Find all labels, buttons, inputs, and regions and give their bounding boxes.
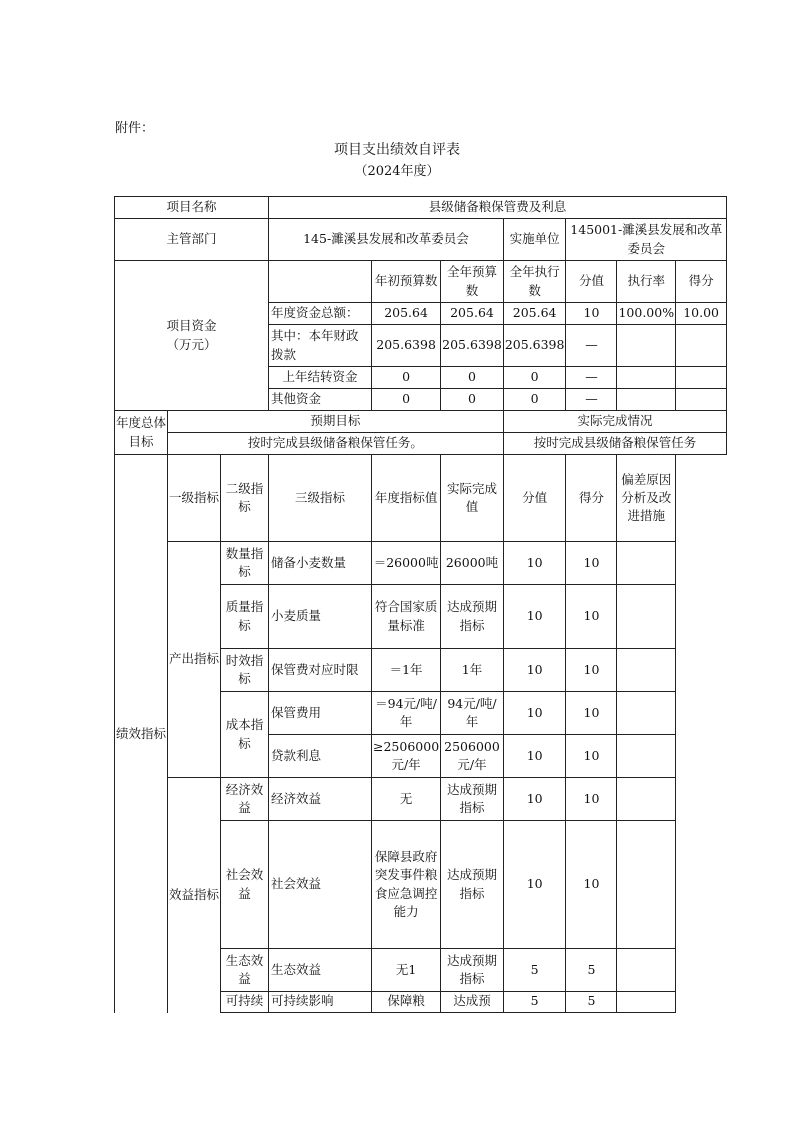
ecological-actual: 达成预期指标: [441, 949, 504, 992]
funds-cell: 10.00: [676, 303, 727, 325]
ecological-l2: 生态效益: [221, 949, 269, 992]
funds-row-label: 年度资金总额：: [269, 303, 372, 325]
header-target: 年度指标值: [372, 455, 441, 542]
quantity-actual: 26000吨: [441, 542, 504, 585]
timeliness-l2: 时效指标: [221, 649, 269, 692]
funds-cell: 205.64: [372, 303, 441, 325]
project-name-label: 项目名称: [115, 197, 269, 219]
funds-cell: [676, 389, 727, 411]
header-deviation: 偏差原因分析及改进措施: [617, 455, 676, 542]
impl-value: 145001-濉溪县发展和改革委员会: [566, 219, 727, 261]
funds-header-full: 全年预算数: [441, 261, 504, 303]
cost2-actual: 2506000元/年: [441, 735, 504, 778]
funds-cell: 0: [441, 367, 504, 389]
goals-label: 年度总体目标: [115, 411, 168, 455]
funds-header-rate: 执行率: [617, 261, 676, 303]
cost1-score: 10: [566, 692, 617, 735]
funds-header-initial: 年初预算数: [372, 261, 441, 303]
quality-deviation: [617, 585, 676, 649]
sustainable-l3: 可持续影响: [269, 992, 372, 1013]
funds-cell: [676, 367, 727, 389]
quality-l3: 小麦质量: [269, 585, 372, 649]
project-name: 县级储备粮保管费及利息: [269, 197, 727, 219]
economic-deviation: [617, 778, 676, 821]
cost-l2: 成本指标: [221, 692, 269, 778]
ecological-l3: 生态效益: [269, 949, 372, 992]
funds-cell: 205.64: [503, 303, 566, 325]
funds-header-blank: [269, 261, 372, 303]
dept-label: 主管部门: [115, 219, 269, 261]
funds-label-cell: [115, 261, 269, 411]
sustainable-value: 5: [503, 992, 566, 1013]
ecological-value: 5: [503, 949, 566, 992]
funds-cell: 0: [503, 367, 566, 389]
evaluation-table: [114, 196, 727, 1013]
funds-row-label: 上年结转资金: [269, 367, 372, 389]
funds-header-score: 得分: [676, 261, 727, 303]
funds-cell: 0: [441, 389, 504, 411]
cost1-actual: 94元/吨/年: [441, 692, 504, 735]
funds-unit: （万元）: [166, 336, 217, 352]
funds-cell: 205.64: [441, 303, 504, 325]
quality-actual: 达成预期指标: [441, 585, 504, 649]
impl-label: 实施单位: [503, 219, 566, 261]
page-title: 项目支出绩效自评表: [334, 142, 460, 158]
cost2-value: 10: [503, 735, 566, 778]
timeliness-deviation: [617, 649, 676, 692]
goals-expected: 按时完成县级储备粮保管任务。: [168, 433, 504, 455]
economic-target: 无: [372, 778, 441, 821]
output-indicators-label: 产出指标: [168, 542, 221, 778]
goals-actual: 按时完成县级储备粮保管任务: [503, 433, 726, 455]
quantity-value: 10: [503, 542, 566, 585]
economic-actual: 达成预期指标: [441, 778, 504, 821]
economic-l3: 经济效益: [269, 778, 372, 821]
social-l2: 社会效益: [221, 821, 269, 949]
social-score: 10: [566, 821, 617, 949]
timeliness-score: 10: [566, 649, 617, 692]
sustainable-deviation: [617, 992, 676, 1013]
cost2-l3: 贷款利息: [269, 735, 372, 778]
sustainable-actual: 达成预: [441, 992, 504, 1013]
cost2-target: ≥2506000元/年: [372, 735, 441, 778]
header-score-value: 分值: [503, 455, 566, 542]
funds-cell: 205.6398: [372, 325, 441, 367]
funds-cell: 0: [372, 367, 441, 389]
quality-target: 符合国家质量标准: [372, 585, 441, 649]
funds-header-value: 分值: [566, 261, 617, 303]
social-target: 保障县政府突发事件粮食应急调控能力: [372, 821, 441, 949]
timeliness-target: ＝1年: [372, 649, 441, 692]
economic-value: 10: [503, 778, 566, 821]
dept-value: 145-濉溪县发展和改革委员会: [269, 219, 504, 261]
cost1-deviation: [617, 692, 676, 735]
quality-l2: 质量指标: [221, 585, 269, 649]
funds-header-exec: 全年执行数: [503, 261, 566, 303]
goals-actual-label: 实际完成情况: [503, 411, 726, 433]
cost1-l3: 保管费用: [269, 692, 372, 735]
cost2-deviation: [617, 735, 676, 778]
funds-cell: 0: [372, 389, 441, 411]
funds-cell: 10: [566, 303, 617, 325]
benefit-indicators-label: 效益指标: [168, 778, 221, 1013]
quantity-l3: 储备小麦数量: [269, 542, 372, 585]
funds-label: 项目资金: [166, 318, 217, 334]
quantity-score: 10: [566, 542, 617, 585]
cost1-value: 10: [503, 692, 566, 735]
cost2-score: 10: [566, 735, 617, 778]
timeliness-actual: 1年: [441, 649, 504, 692]
economic-l2: 经济效益: [221, 778, 269, 821]
goals-expected-label: 预期目标: [168, 411, 504, 433]
page-subtitle: （2024年度）: [354, 164, 440, 179]
funds-cell: —: [566, 389, 617, 411]
header-actual: 实际完成值: [441, 455, 504, 542]
ecological-score: 5: [566, 949, 617, 992]
header-level1: 一级指标: [168, 455, 221, 542]
indicators-section-label: 绩效指标: [115, 455, 168, 1013]
funds-row-label: 其中：本年财政拨款: [269, 325, 372, 367]
social-value: 10: [503, 821, 566, 949]
ecological-target: 无1: [372, 949, 441, 992]
quantity-target: ＝26000吨: [372, 542, 441, 585]
timeliness-value: 10: [503, 649, 566, 692]
quality-value: 10: [503, 585, 566, 649]
funds-cell: —: [566, 325, 617, 367]
funds-cell: [617, 325, 676, 367]
quantity-deviation: [617, 542, 676, 585]
funds-cell: —: [566, 367, 617, 389]
sustainable-score: 5: [566, 992, 617, 1013]
social-l3: 社会效益: [269, 821, 372, 949]
funds-cell: 0: [503, 389, 566, 411]
quality-score: 10: [566, 585, 617, 649]
sustainable-target: 保障粮: [372, 992, 441, 1013]
funds-cell: [676, 325, 727, 367]
social-actual: 达成预期指标: [441, 821, 504, 949]
ecological-deviation: [617, 949, 676, 992]
social-deviation: [617, 821, 676, 949]
economic-score: 10: [566, 778, 617, 821]
funds-cell: 100.00%: [617, 303, 676, 325]
header-score: 得分: [566, 455, 617, 542]
cost1-target: ＝94元/吨/年: [372, 692, 441, 735]
quantity-l2: 数量指标: [221, 542, 269, 585]
header-level3: 三级指标: [269, 455, 372, 542]
timeliness-l3: 保管费对应时限: [269, 649, 372, 692]
funds-cell: 205.6398: [441, 325, 504, 367]
funds-cell: [617, 389, 676, 411]
funds-cell: [617, 367, 676, 389]
sustainable-l2: 可持续: [221, 992, 269, 1013]
funds-row-label: 其他资金: [269, 389, 372, 411]
funds-cell: 205.6398: [503, 325, 566, 367]
attachment-label: 附件：: [115, 121, 155, 136]
header-level2: 二级指标: [221, 455, 269, 542]
